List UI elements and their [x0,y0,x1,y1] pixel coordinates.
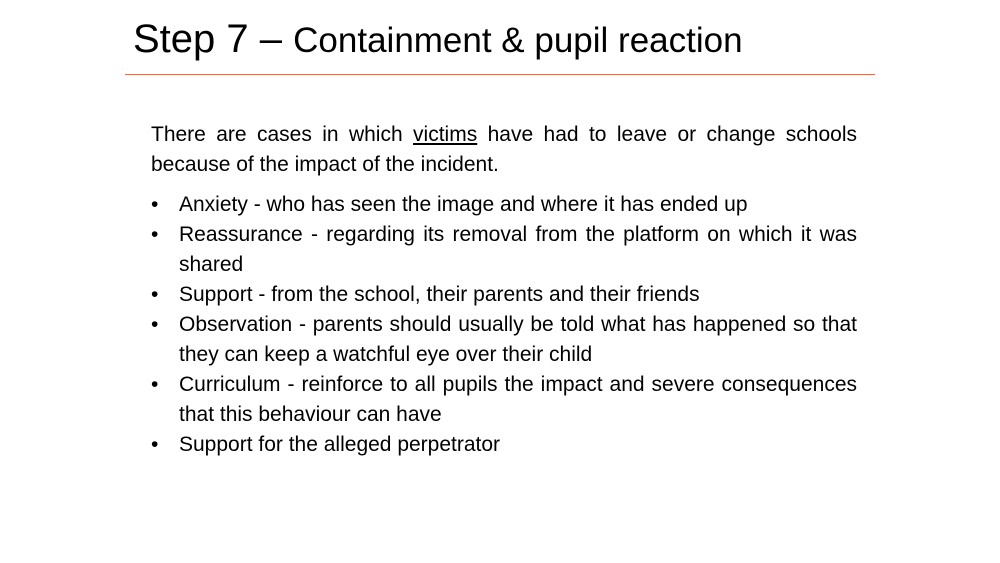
bullet-dot: • [151,373,159,396]
bullet-item [151,280,857,310]
bullet-dot: • [151,313,159,336]
bullet-item [151,370,857,430]
bullet-text: Curriculum - reinforce to all pupils the impact and severe consequences that this behaviour can have [179,373,857,426]
bullet-item [151,190,857,220]
intro-underlined-word: victims [413,123,478,146]
intro-paragraph [151,120,857,180]
bullet-text: Reassurance - regarding its removal from the platform on which it was shared [179,223,857,276]
bullet-dot: • [151,433,159,456]
bullet-text: Support - from the school, their parents and their friends [179,283,700,306]
slide-body [151,120,857,460]
bullet-dot: • [151,223,159,246]
bullet-dot: • [151,193,159,216]
intro-text-before: There are cases in which [151,123,414,146]
title-divider [125,74,875,75]
bullet-text: Anxiety - who has seen the image and where it has ended up [179,193,748,216]
slide-title [133,12,743,68]
bullet-dot: • [151,283,159,306]
intro-text-after: have had to leave or change schools because of the impact of the incident. [151,123,857,176]
bullet-item [151,310,857,370]
bullet-text: Support for the alleged perpetrator [179,433,501,456]
title-main: Step 7 – [133,17,283,61]
bullet-text: Observation - parents should usually be told what has happened so that they can keep a watchful eye over their child [179,313,857,366]
title-sub: Containment & pupil reaction [293,21,743,60]
bullet-item [151,220,857,280]
bullet-item [151,430,857,460]
bullet-list [151,190,857,460]
